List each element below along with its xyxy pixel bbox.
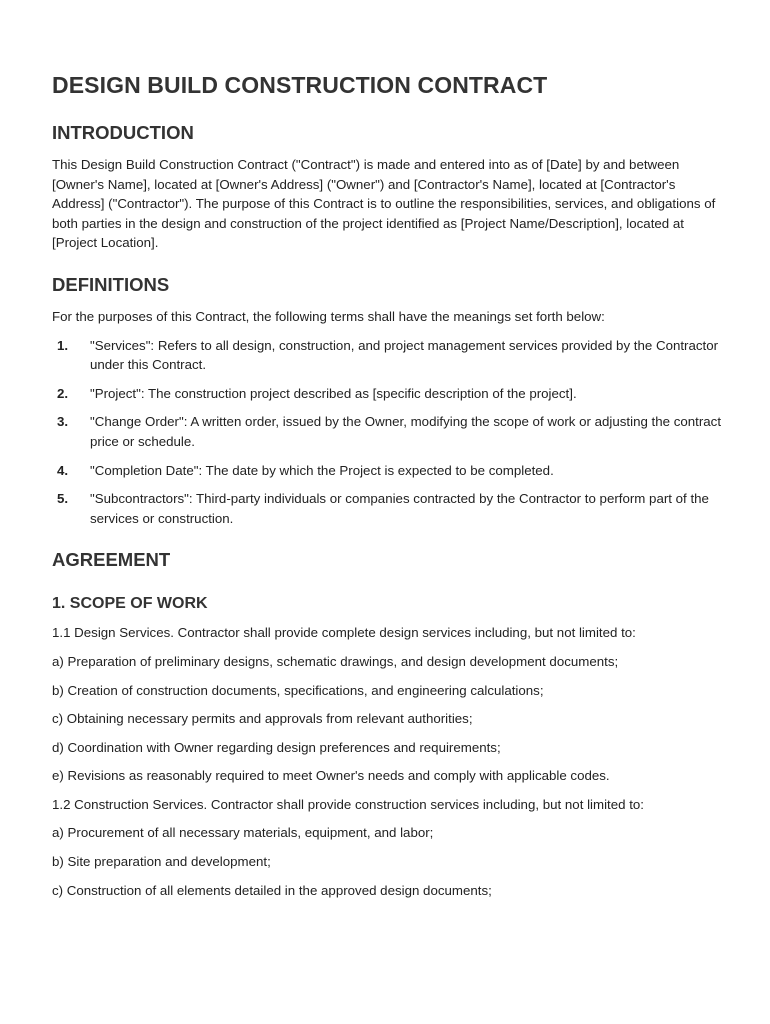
definition-item [52, 384, 722, 404]
definition-item [52, 412, 722, 451]
definitions-list [52, 336, 722, 529]
design-services-item: c) Obtaining necessary permits and approvals from relevant authorities; [52, 711, 473, 727]
construction-services-item: b) Site preparation and development; [52, 854, 271, 870]
definition-text: "Services": Refers to all design, construction, and project management services provided by the Contractor under this Contract. [90, 337, 719, 373]
construction-services-item: c) Construction of all elements detailed in the approved design documents; [52, 882, 492, 898]
definition-number: 4. [57, 462, 69, 478]
design-services-item: e) Revisions as reasonably required to meet Owner's needs and comply with applicable codes. [52, 768, 610, 784]
definition-number: 3. [57, 414, 69, 430]
introduction-paragraph: This Design Build Construction Contract ("Contract") is made and entered into as of [Date] by and between [Owner's Name], located at [Owner's Address] ("Owner") and [Contractor's Name], located at [Contractor's Address] ("Contractor"). The purpose of this Contract is to outline the responsibilities, services, and obligations of both parties in the design and construction of the project identified as [Project Name/Description], located at [Project Location]. [52, 157, 716, 251]
definition-item [52, 461, 722, 481]
definition-item [52, 336, 722, 375]
definition-number: 1. [57, 337, 69, 353]
construction-services-intro: 1.2 Construction Services. Contractor shall provide construction services including, but not limited to: [52, 796, 644, 812]
design-services-item: a) Preparation of preliminary designs, schematic drawings, and design development documents; [52, 653, 619, 669]
definition-text: "Project": The construction project described as [specific description of the project]. [90, 385, 577, 401]
definition-number: 5. [57, 491, 69, 507]
construction-services-item: a) Procurement of all necessary materials, equipment, and labor; [52, 825, 434, 841]
definitions-heading: DEFINITIONS [52, 273, 170, 295]
scope-of-work-heading: 1. SCOPE OF WORK [52, 595, 208, 613]
definition-text: "Change Order": A written order, issued by the Owner, modifying the scope of work or adjusting the contract price or schedule. [90, 414, 722, 449]
design-services-item: d) Coordination with Owner regarding design preferences and requirements; [52, 739, 501, 755]
definition-text: "Completion Date": The date by which the Project is expected to be completed. [90, 462, 554, 478]
definition-item [52, 489, 722, 528]
introduction-heading: INTRODUCTION [52, 122, 194, 143]
definition-number: 2. [57, 385, 69, 401]
document-page [52, 70, 722, 909]
definitions-lead: For the purposes of this Contract, the following terms shall have the meanings set forth below: [52, 308, 605, 324]
agreement-heading: AGREEMENT [52, 549, 171, 571]
definition-text: "Subcontractors": Third-party individuals or companies contracted by the Contractor to perform part of the services or construction. [90, 491, 709, 526]
design-services-item: b) Creation of construction documents, specifications, and engineering calculations; [52, 682, 544, 698]
document-title: DESIGN BUILD CONSTRUCTION CONTRACT [52, 72, 548, 98]
design-services-intro: 1.1 Design Services. Contractor shall provide complete design services including, but not limited to: [52, 625, 636, 641]
